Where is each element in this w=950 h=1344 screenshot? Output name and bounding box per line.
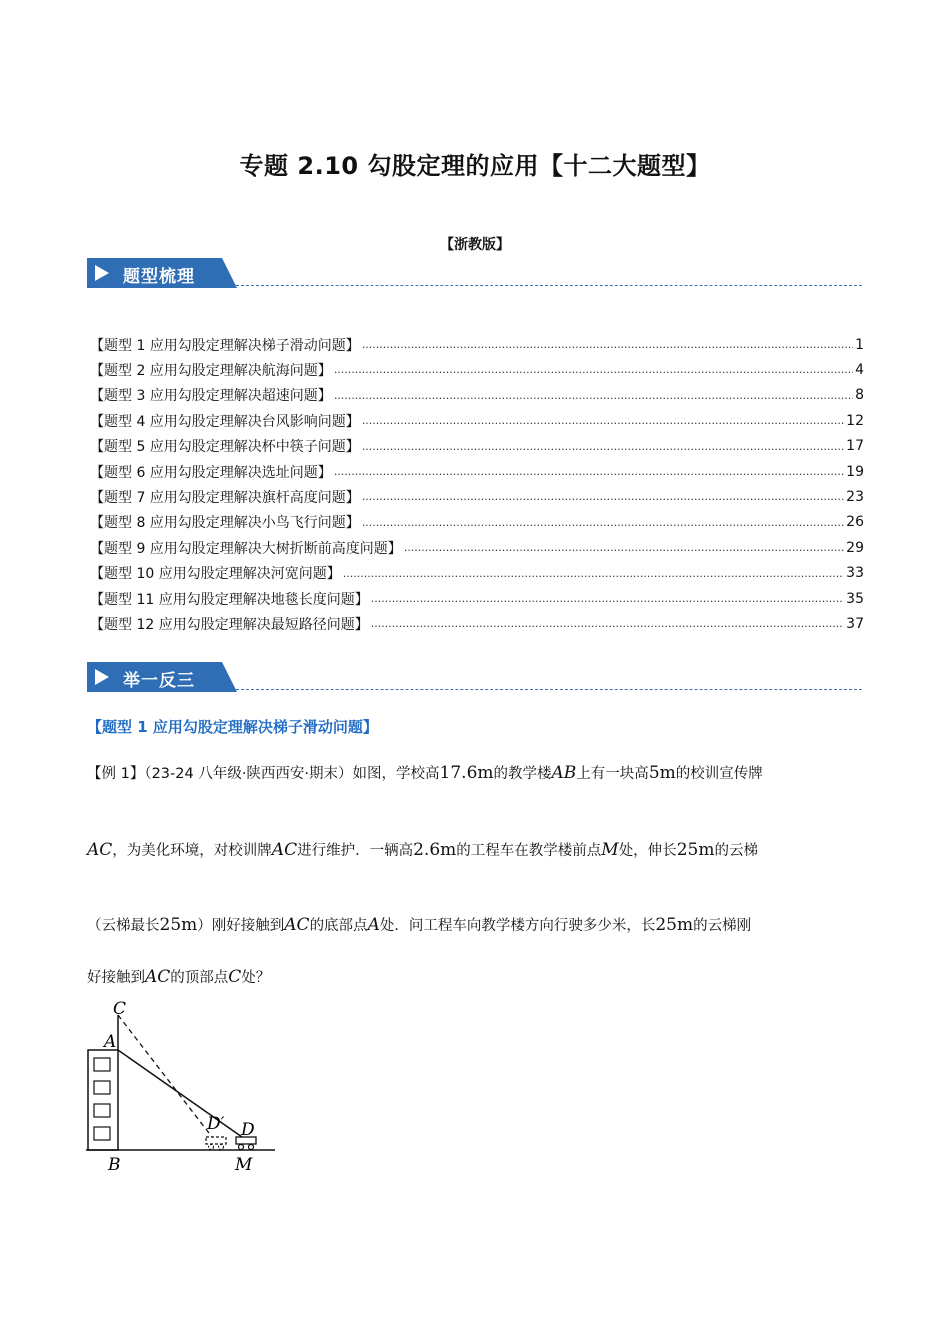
toc-entry-page: 23 <box>846 488 864 505</box>
unit: m <box>477 763 494 783</box>
window <box>94 1104 110 1117</box>
toc-entry-label: 【题型 6 应用勾股定理解决选址问题】 <box>90 464 332 481</box>
toc-divider <box>236 285 862 286</box>
math-var: AB <box>551 763 577 783</box>
ladder-cd-prime <box>118 1015 212 1137</box>
math-var: AC <box>271 840 298 860</box>
text: 的云梯刚 <box>693 918 752 934</box>
toc-entry-label: 【题型 5 应用勾股定理解决杯中筷子问题】 <box>90 439 360 456</box>
toc-entry-label: 【题型 11 应用勾股定理解决地毯长度问题】 <box>90 591 369 608</box>
unit: m <box>440 840 457 860</box>
toc-entry[interactable] <box>90 408 864 433</box>
toc-entry-page: 8 <box>855 387 864 404</box>
toc-entry[interactable] <box>90 484 864 509</box>
math-var: A <box>367 915 380 935</box>
ladder-figure <box>80 995 280 1180</box>
toc-entry-page: 12 <box>846 412 864 429</box>
toc-entry[interactable] <box>90 611 864 636</box>
text: 进行维护．一辆高 <box>297 843 414 859</box>
wheel <box>239 1145 244 1150</box>
toc-leader-dots <box>362 414 844 427</box>
text: ，为美化环境，对校训牌 <box>112 843 272 859</box>
unit: m <box>698 840 715 860</box>
toc-entry[interactable] <box>90 332 864 357</box>
toc-leader-dots <box>362 440 844 453</box>
toc-entry-label: 【题型 10 应用勾股定理解决河宽问题】 <box>90 566 341 583</box>
wheel <box>209 1145 214 1150</box>
number: 25 <box>159 915 182 935</box>
toc-entry-page: 29 <box>846 539 864 556</box>
wheel <box>219 1145 224 1150</box>
toc-entry-label: 【题型 8 应用勾股定理解决小鸟飞行问题】 <box>90 515 360 532</box>
wheel <box>249 1145 254 1150</box>
example-line-3 <box>87 914 857 935</box>
window <box>94 1127 110 1140</box>
toc-leader-dots <box>334 389 853 402</box>
toc-entry[interactable] <box>90 510 864 535</box>
toc-leader-dots <box>371 592 844 605</box>
number: 2.6 <box>413 840 441 860</box>
practice-banner-text: 举一反三 <box>123 671 195 691</box>
toc-banner <box>87 258 237 288</box>
label-d: D <box>241 1120 255 1140</box>
math-var: AC <box>87 840 113 860</box>
label-c: C <box>113 999 127 1019</box>
toc-entry-label: 【题型 12 应用勾股定理解决最短路径问题】 <box>90 616 369 633</box>
example-line-4 <box>87 966 857 987</box>
toc-leader-dots <box>371 617 844 630</box>
math-var: AC <box>145 967 171 987</box>
text: 好接触到 <box>87 970 145 986</box>
window <box>94 1081 110 1094</box>
example-line-2 <box>87 839 857 860</box>
toc-leader-dots <box>362 490 844 503</box>
label-m: M <box>235 1155 253 1175</box>
text: 的校训宣传牌 <box>675 766 763 782</box>
toc-leader-dots <box>334 465 844 478</box>
truck-moved <box>206 1137 226 1144</box>
toc-entry-page: 37 <box>846 615 864 632</box>
label-b: B <box>108 1155 121 1175</box>
toc-entry-label: 【题型 9 应用勾股定理解决大树折断前高度问题】 <box>90 540 402 557</box>
toc-leader-dots <box>343 567 844 580</box>
toc-entry-label: 【题型 7 应用勾股定理解决旗杆高度问题】 <box>90 489 360 506</box>
text: 【例 1】（23-24 八年级·陕西西安·期末）如图，学校高 <box>87 766 440 782</box>
number: 17.6 <box>439 763 478 783</box>
toc-entry-page: 35 <box>846 590 864 607</box>
toc-entry[interactable] <box>90 357 864 382</box>
practice-divider <box>236 689 862 690</box>
toc-entry[interactable] <box>90 586 864 611</box>
toc-leader-dots <box>362 338 853 351</box>
number: 25 <box>676 840 699 860</box>
text: 处，伸长 <box>618 843 677 859</box>
toc-entry-page: 19 <box>846 463 864 480</box>
unit: m <box>181 915 198 935</box>
text: 的教学楼 <box>493 766 552 782</box>
text: （云梯最长 <box>87 918 160 934</box>
text: 的工程车在教学楼前点 <box>456 843 602 859</box>
toc-entry-page: 26 <box>846 514 864 531</box>
section-heading: 【题型 1 应用勾股定理解决梯子滑动问题】 <box>87 718 378 736</box>
example-line-1 <box>87 762 857 783</box>
text: 的底部点 <box>309 918 368 934</box>
toc-entry-page: 4 <box>855 361 864 378</box>
math-var: C <box>228 967 242 987</box>
text: 处？ <box>241 970 271 986</box>
unit: m <box>676 915 694 935</box>
number: 5 <box>648 763 660 783</box>
toc-entry-label: 【题型 4 应用勾股定理解决台风影响问题】 <box>90 413 360 430</box>
text: 的云梯 <box>714 843 758 859</box>
toc-entry-label: 【题型 1 应用勾股定理解决梯子滑动问题】 <box>90 337 360 354</box>
toc-entry[interactable] <box>90 459 864 484</box>
toc-leader-dots <box>362 516 844 529</box>
toc-entry[interactable] <box>90 383 864 408</box>
unit: m <box>659 763 676 783</box>
toc-leader-dots <box>334 363 853 376</box>
math-var: M <box>601 840 619 860</box>
toc-entry-page: 17 <box>846 438 864 455</box>
math-var: AC <box>284 915 310 935</box>
text: 上有一块高 <box>576 766 649 782</box>
label-a: A <box>104 1032 117 1052</box>
toc-entry-label: 【题型 2 应用勾股定理解决航海问题】 <box>90 362 332 379</box>
text: 处．问工程车向教学楼方向行驶多少米，长 <box>379 918 656 934</box>
page-title: 专题 2.10 勾股定理的应用【十二大题型】 <box>239 152 711 180</box>
building <box>88 1050 118 1150</box>
practice-banner <box>87 662 237 692</box>
toc-entry[interactable] <box>90 535 864 560</box>
edition-label: 【浙教版】 <box>440 237 510 253</box>
label-d-prime: D′ <box>207 1114 225 1134</box>
toc-leader-dots <box>404 541 844 554</box>
number: 25 <box>655 915 677 935</box>
text: 的顶部点 <box>170 970 229 986</box>
toc-entry[interactable] <box>90 561 864 586</box>
toc-banner-text: 题型梳理 <box>123 267 195 287</box>
toc-entry-page: 1 <box>855 336 864 353</box>
toc-entry-page: 33 <box>846 565 864 582</box>
toc-entry[interactable] <box>90 434 864 459</box>
text: ）刚好接触到 <box>197 918 285 934</box>
window <box>94 1058 110 1071</box>
toc-entry-label: 【题型 3 应用勾股定理解决超速问题】 <box>90 388 332 405</box>
